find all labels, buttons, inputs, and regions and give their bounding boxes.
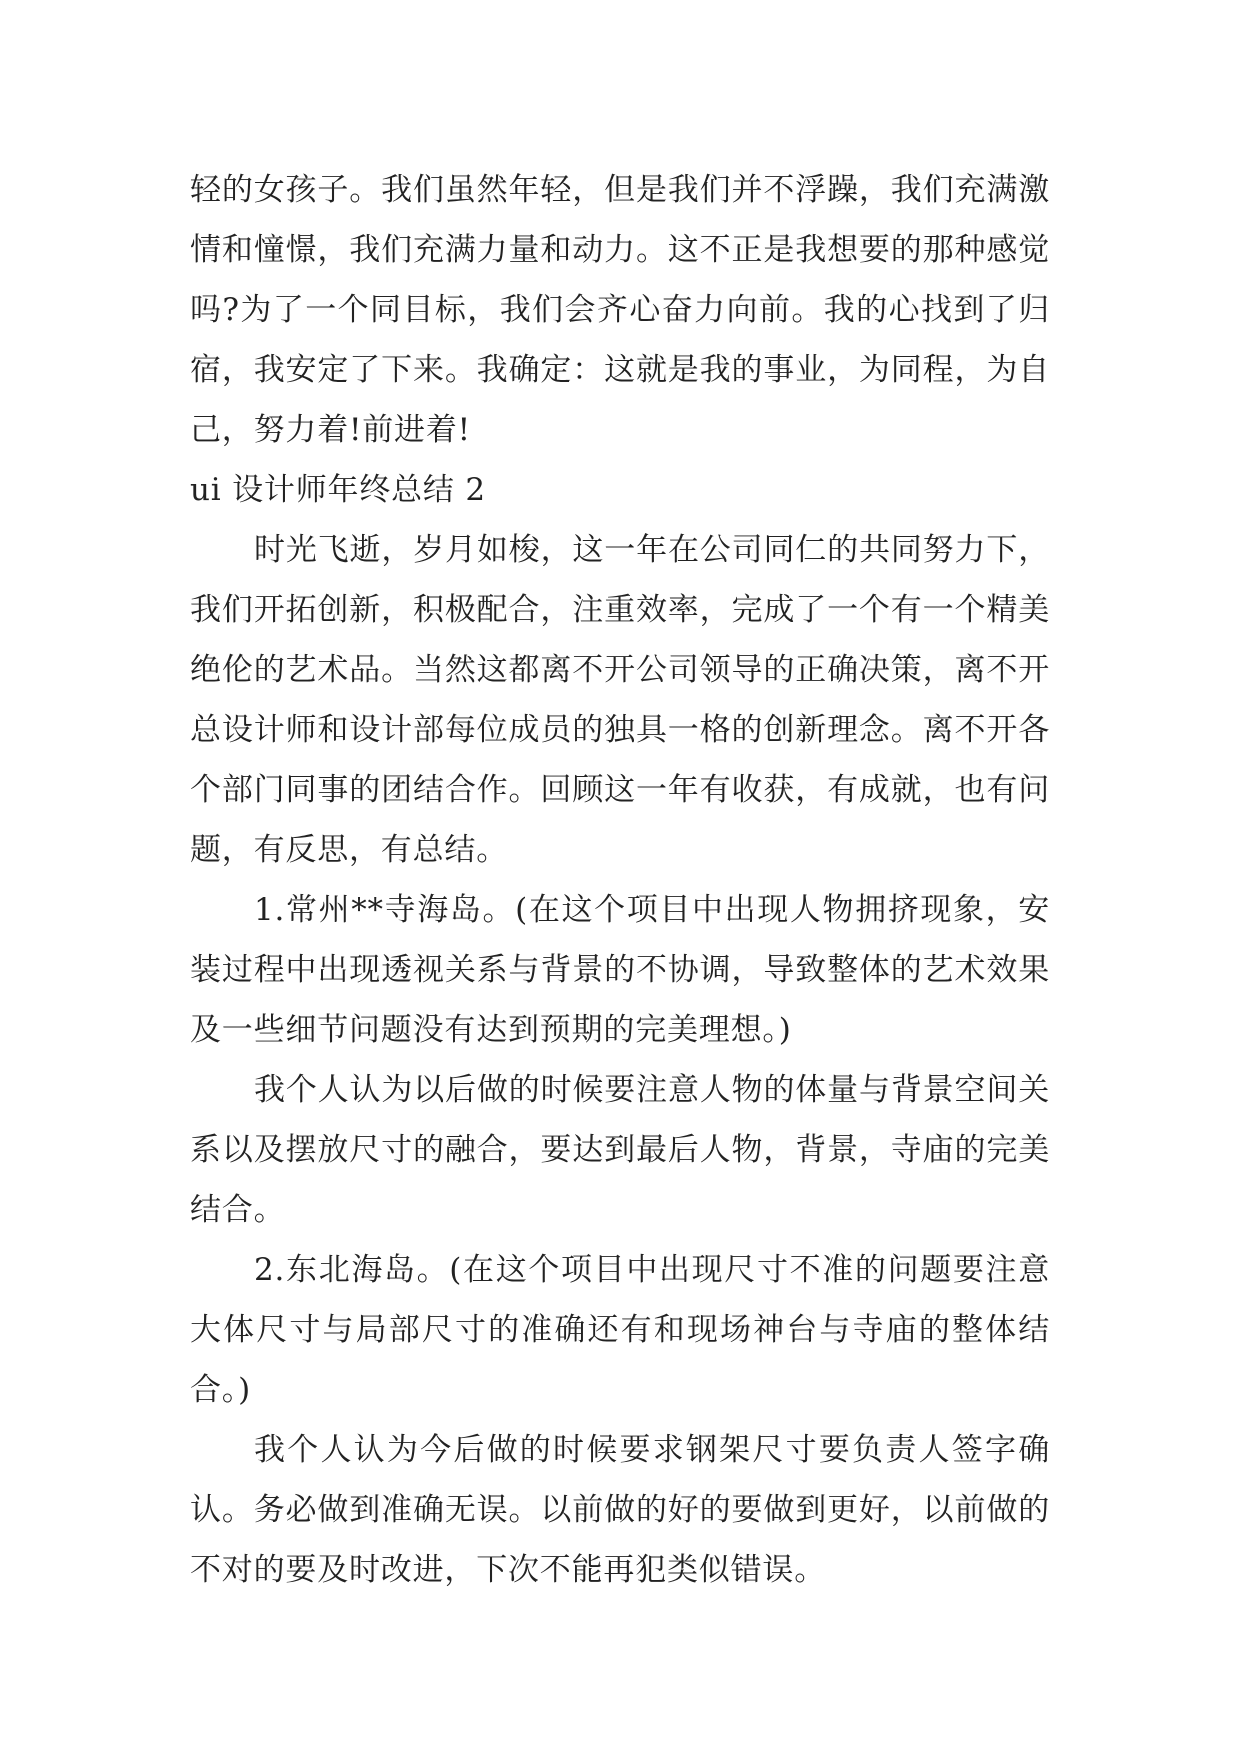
paragraph-continuation: 轻的女孩子。我们虽然年轻，但是我们并不浮躁，我们充满激情和憧憬，我们充满力量和动力。这不正是我想要的那种感觉吗?为了一个同目标，我们会齐心奋力向前。我的心找到了归宿，我安定了下来。我确定：这就是我的事业，为同程，为自己，努力着!前进着!: [190, 172, 1050, 448]
paragraph-item-1: 1.常州**寺海岛。(在这个项目中出现人物拥挤现象，安装过程中出现透视关系与背景的不协调，导致整体的艺术效果及一些细节问题没有达到预期的完美理想。): [190, 892, 1050, 1048]
paragraph-item-1-reflection: 我个人认为以后做的时候要注意人物的体量与背景空间关系以及摆放尺寸的融合，要达到最后人物，背景，寺庙的完美结合。: [190, 1072, 1050, 1228]
document-body: [190, 160, 1050, 1600]
section-heading: ui 设计师年终总结 2: [190, 472, 486, 508]
paragraph-item-2-reflection: 我个人认为今后做的时候要求钢架尺寸要负责人签字确认。务必做到准确无误。以前做的好的要做到更好，以前做的不对的要及时改进，下次不能再犯类似错误。: [190, 1432, 1050, 1588]
paragraph-intro: 时光飞逝，岁月如梭，这一年在公司同仁的共同努力下，我们开拓创新，积极配合，注重效率，完成了一个有一个精美绝伦的艺术品。当然这都离不开公司领导的正确决策，离不开总设计师和设计部每位成员的独具一格的创新理念。离不开各个部门同事的团结合作。回顾这一年有收获，有成就，也有问题，有反思，有总结。: [190, 532, 1050, 868]
paragraph-item-2: 2.东北海岛。(在这个项目中出现尺寸不准的问题要注意大体尺寸与局部尺寸的准确还有和现场神台与寺庙的整体结合。): [190, 1252, 1050, 1408]
